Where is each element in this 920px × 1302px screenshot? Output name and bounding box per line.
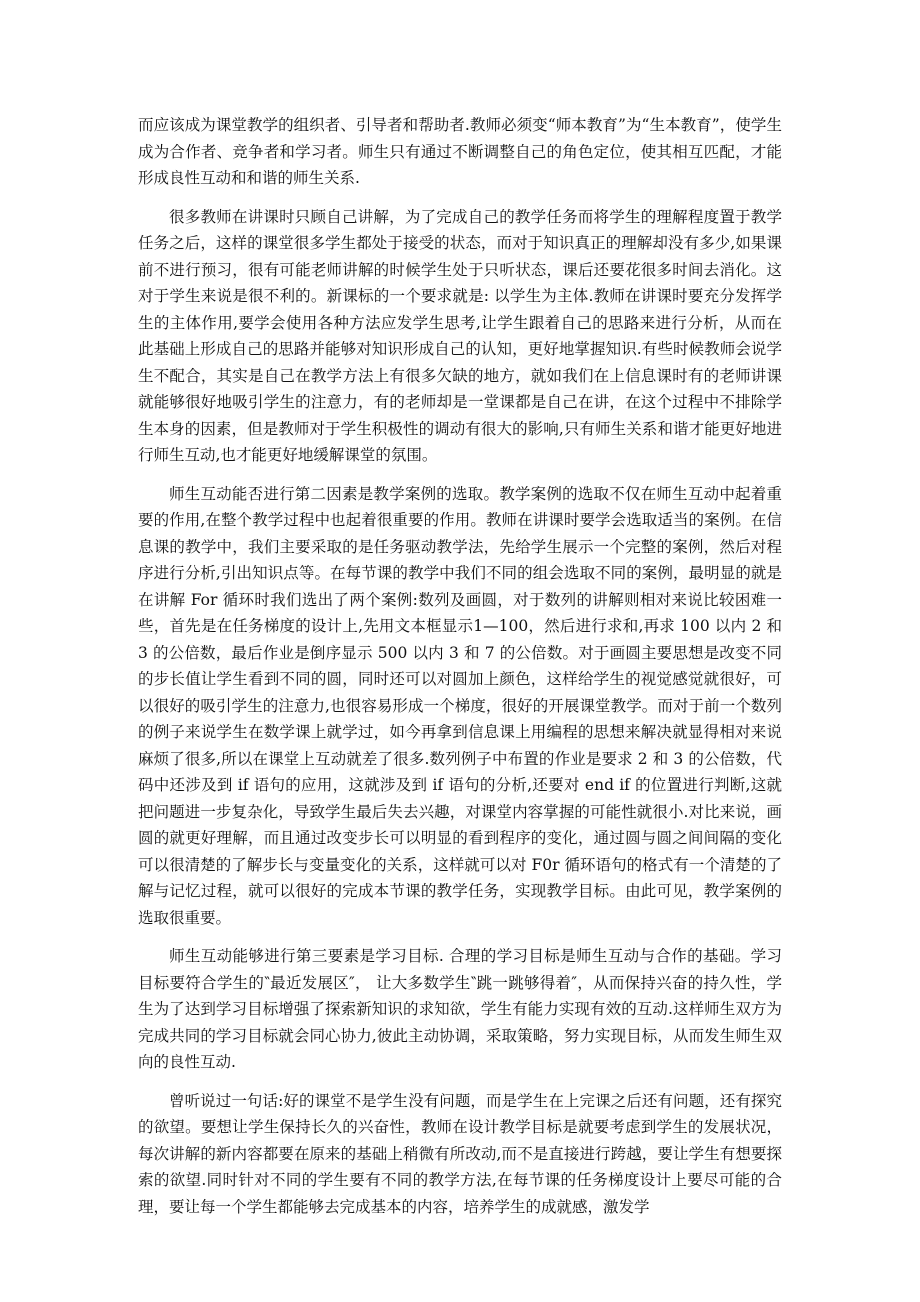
paragraph-5: 曾听说过一句话:好的课堂不是学生没有问题，而是学生在上完课之后还有问题，还有探究的欲望。要想让学生保持长久的兴奋性，教师在设计教学目标是就要考虑到学生的发展状况，每次讲解的新内容都要在原来的基础上稍微有所改动,而不是直接进行跨越，要让学生有想要探索的欲望.同时针对不同的学生要有不同的教学方法,在每节课的任务梯度设计上要尽可能的合理，要让每一个学生都能够去完成基本的内容，培养学生的成就感，激发学 bbox=[138, 1091, 782, 1216]
paragraph-1: 而应该成为课堂教学的组织者、引导者和帮助者.教师必须变“师本教育”为“生本教育”，使学生成为合作者、竞争者和学习者。师生只有通过不断调整自己的角色定位，使其相互匹配，才能形成良性互动和和谐的师生关系. bbox=[138, 116, 782, 187]
paragraph-3: 师生互动能否进行第二因素是教学案例的选取。教学案例的选取不仅在师生互动中起着重要的作用,在整个教学过程中也起着很重要的作用。教师在讲课时要学会选取适当的案例。在信息课的教学中，我们主要采取的是任务驱动教学法，先给学生展示一个完整的案例，然后对程序进行分析,引出知识点等。在每节课的教学中我们不同的组会选取不同的案例，最明显的就是在讲解 For 循环时我们选出了两个案例:数列及画圆，对于数列的讲解则相对来说比较困难一些，首先是在任务梯度的设计上,先用文本框显示1—100，然后进行求和,再求 100 以内 2 和 3 的公倍数，最后作业是倒序显示 500 以内 3 和 7 的公倍数。对于画圆主要思想是改变不同的步长值让学生看到不同的圆，同时还可以对圆加上颜色，这样给学生的视觉感觉就很好，可以很好的吸引学生的注意力,也很容易形成一个梯度，很好的开展课堂教学。而对于前一个数列的例子来说学生在数学课上就学过，如今再拿到信息课上用编程的思想来解决就显得相对来说麻烦了很多,所以在课堂上互动就差了很多.数列例子中布置的作业是要求 2 和 3 的公倍数，代码中还涉及到 if 语句的应用，这就涉及到 if 语句的分析,还要对 end if 的位置进行判断,这就把问题进一步复杂化，导致学生最后失去兴趣，对课堂内容掌握的可能性就很小.对比来说，画圆的就更好理解，而且通过改变步长可以明显的看到程序的变化，通过圆与圆之间间隔的变化可以很清楚的了解步长与变量变化的关系，这样就可以对 F0r 循环语句的格式有一个清楚的了解与记忆过程，就可以很好的完成本节课的教学任务，实现教学目标。由此可见，教学案例的选取很重要。 bbox=[138, 484, 782, 927]
paragraph-2: 很多教师在讲课时只顾自己讲解，为了完成自己的教学任务而将学生的理解程度置于教学任务之后，这样的课堂很多学生都处于接受的状态，而对于知识真正的理解却没有多少,如果课前不进行预习，很有可能老师讲解的时候学生处于只听状态，课后还要花很多时间去消化。这对于学生来说是很不利的。新课标的一个要求就是: 以学生为主体.教师在讲课时要充分发挥学生的主体作用,要学会使用各种方法应发学生思考,让学生跟着自己的思路来进行分析，从而在此基础上形成自己的思路并能够对知识形成自己的认知，更好地掌握知识.有些时候教师会说学生不配合，其实是自己在教学方法上有很多欠缺的地方，就如我们在上信息课时有的老师讲课就能够很好地吸引学生的注意力，有的老师却是一堂课都是自己在讲，在这个过程中不排除学生本身的因素，但是教师对于学生积极性的调动有很大的影响,只有师生关系和谐才能更好地进行师生互动,也才能更好地缓解课堂的氛围。 bbox=[138, 207, 782, 464]
paragraph-4: 师生互动能够进行第三要素是学习目标. 合理的学习目标是师生互动与合作的基础。学习目标要符合学生的‶最近发展区″， 让大多数学生‶跳一跳够得着″，从而保持兴奋的持久性，学生为了达到学习目标增强了探索新知识的求知欲，学生有能力实现有效的互动.这样师生双方为完成共同的学习目标就会同心协力,彼此主动协调，采取策略，努力实现目标，从而发生师生双向的良性互动. bbox=[138, 947, 782, 1071]
document-page bbox=[138, 112, 782, 1232]
